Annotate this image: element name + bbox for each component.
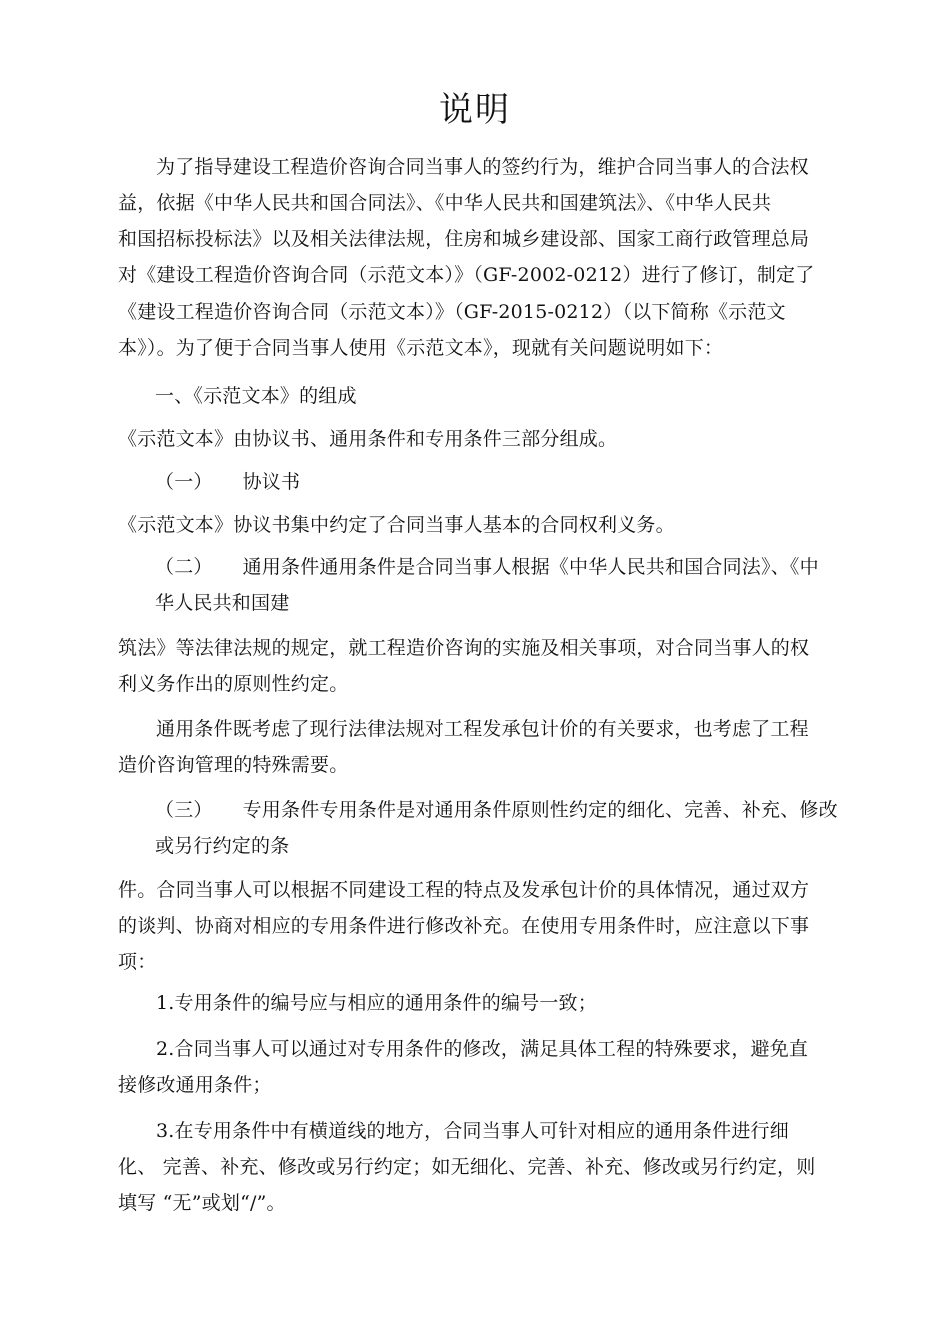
intro-paragraph: [118, 149, 830, 293]
subsection-heading-line: [155, 549, 831, 585]
subsection-label: （二）: [155, 556, 213, 578]
subsection-title: 专用条件专用条件是对通用条件原则性约定的细化、完善、补充、修改: [242, 799, 838, 821]
intro-paragraph-continued: [118, 294, 830, 366]
body-paragraph: [118, 711, 830, 783]
subsection-heading: [155, 792, 838, 864]
subsection-label: （一）: [155, 471, 213, 493]
intro-line: 为了指导建设工程造价咨询合同当事人的签约行为，维护合同当事人的合法权: [156, 156, 809, 178]
body-line: 造价咨询管理的特殊需要。: [118, 754, 349, 776]
list-item-line: 接修改通用条件；: [118, 1074, 272, 1096]
body-line: 筑法》等法律法规的规定，就工程造价咨询的实施及相关事项，对合同当事人的权: [118, 637, 810, 659]
page-title: 说明: [439, 90, 511, 130]
body-line: 件。合同当事人可以根据不同建设工程的特点及发承包计价的具体情况，通过双方: [118, 879, 810, 901]
list-item: [118, 1031, 830, 1103]
subsection-heading-line: [155, 792, 838, 828]
body-line: 通用条件既考虑了现行法律法规对工程发承包计价的有关要求，也考虑了工程: [156, 718, 809, 740]
section-body: 《示范文本》由协议书、通用条件和专用条件三部分组成。: [118, 428, 618, 450]
body-line: 的谈判、协商对相应的专用条件进行修改补充。在使用专用条件时，应注意以下事: [118, 915, 810, 937]
list-item-line: 3.在专用条件中有横道线的地方，合同当事人可针对相应的通用条件进行细: [156, 1120, 789, 1142]
list-item: [118, 1113, 830, 1221]
subsection-heading-line: 华人民共和国建: [155, 592, 290, 614]
subsection-heading: [155, 549, 831, 621]
intro-line: 本》）。为了便于合同当事人使用《示范文本》，现就有关问题说明如下：: [118, 337, 724, 359]
section-heading: 一、《示范文本》的组成: [155, 385, 357, 407]
body-line: 利义务作出的原则性约定。: [118, 673, 349, 695]
subsection-title: 通用条件通用条件是合同当事人根据《中华人民共和国合同法》、《中: [242, 556, 819, 578]
intro-line: 益，依据《中华人民共和国合同法》、《中华人民共和国建筑法》、《中华人民共: [118, 192, 772, 214]
intro-line: 《建设工程造价咨询合同（示范文本）》（GF-2015-0212）（以下简称《示范文: [118, 301, 786, 323]
list-item: 1.专用条件的编号应与相应的通用条件的编号一致；: [156, 992, 597, 1014]
list-item-line: 2.合同当事人可以通过对专用条件的修改，满足具体工程的特殊要求，避免直: [156, 1038, 809, 1060]
list-item-line: 化、 完善、补充、修改或另行约定；如无细化、完善、补充、修改或另行约定，则: [118, 1156, 816, 1178]
subsection-heading: [155, 464, 831, 500]
subsection-title: 协议书: [242, 471, 301, 493]
body-line: 项：: [118, 951, 157, 973]
subsection-body: 《示范文本》协议书集中约定了合同当事人基本的合同权利义务。: [118, 514, 675, 536]
subsection-body: [118, 872, 830, 980]
intro-line: 和国招标投标法》以及相关法律法规，住房和城乡建设部、国家工商行政管理总局: [118, 228, 810, 250]
subsection-body: [118, 630, 830, 702]
subsection-label: （三）: [155, 799, 213, 821]
intro-line: 对《建设工程造价咨询合同（示范文本）》（GF-2002-0212）进行了修订，制定了: [118, 264, 815, 286]
list-item-line: 填写 “无”或划“/”。: [118, 1192, 286, 1214]
subsection-heading-line: 或另行约定的条: [155, 835, 290, 857]
